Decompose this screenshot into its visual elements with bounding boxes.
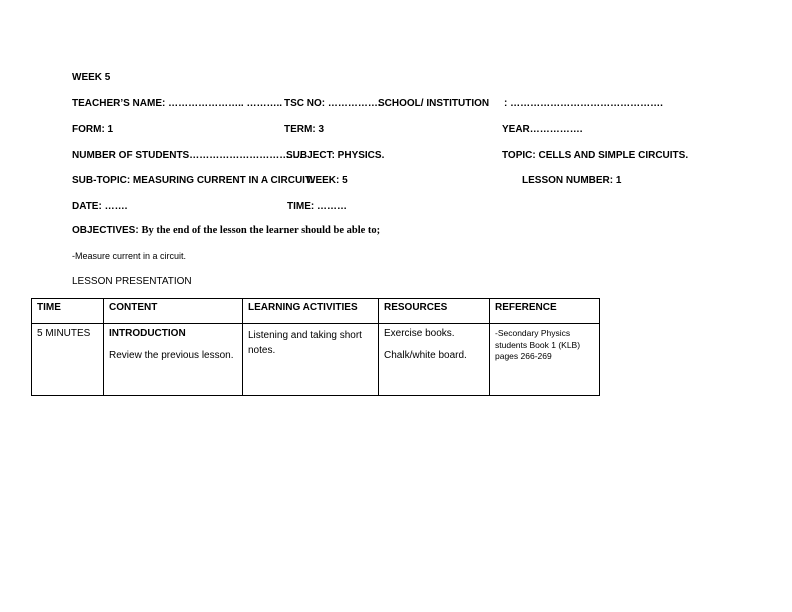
column-header-time: TIME [32, 299, 104, 324]
subject-field: SUBJECT: PHYSICS. [286, 150, 385, 161]
form-field: FORM: 1 [72, 124, 114, 135]
table-row [32, 324, 600, 396]
date-field: DATE: ……. [72, 201, 128, 212]
cell-resources [379, 324, 490, 396]
school-label: SCHOOL/ INSTITUTION [378, 98, 490, 109]
cell-learning-activities: Listening and taking short notes. [243, 324, 379, 396]
resource-item: Exercise books. [384, 328, 455, 339]
teacher-name-field: TEACHER’S NAME: ………………….. ……….. [72, 98, 283, 109]
objectives-label: OBJECTIVES: [72, 225, 139, 236]
lesson-presentation-heading: LESSON PRESENTATION [72, 276, 192, 287]
sub-week-field: WEEK: 5 [306, 175, 348, 186]
objectives-text: By the end of the lesson the learner should be able to; [141, 225, 381, 236]
number-of-students-field: NUMBER OF STUDENTS……………………………. [72, 150, 302, 161]
week-label: WEEK 5 [72, 72, 111, 83]
content-title: INTRODUCTION [109, 328, 186, 339]
time-field: TIME: ……… [287, 201, 347, 212]
lesson-presentation-table [31, 298, 600, 396]
cell-content [104, 324, 243, 396]
table-header-row [32, 299, 600, 324]
objective-item: -Measure current in a circuit. [72, 251, 187, 261]
column-header-reference: REFERENCE [490, 299, 600, 324]
cell-reference: -Secondary Physics students Book 1 (KLB) pages 266-269 [490, 324, 600, 396]
content-text: Review the previous lesson. [109, 350, 234, 361]
year-field: YEAR……………. [502, 124, 583, 135]
resource-item: Chalk/white board. [384, 350, 467, 361]
column-header-learning-activities: LEARNING ACTIVITIES [243, 299, 379, 324]
lesson-number-field: LESSON NUMBER: 1 [522, 175, 622, 186]
column-header-resources: RESOURCES [379, 299, 490, 324]
school-value: : ………………………………………. [504, 98, 663, 109]
cell-time: 5 MINUTES [32, 324, 104, 396]
objectives-line [72, 225, 380, 236]
column-header-content: CONTENT [104, 299, 243, 324]
sub-topic-field: SUB-TOPIC: MEASURING CURRENT IN A CIRCUIT. [72, 175, 313, 186]
tsc-no-field: TSC NO: ……………. [284, 98, 381, 109]
term-field: TERM: 3 [284, 124, 324, 135]
topic-field: TOPIC: CELLS AND SIMPLE CIRCUITS. [502, 150, 689, 161]
